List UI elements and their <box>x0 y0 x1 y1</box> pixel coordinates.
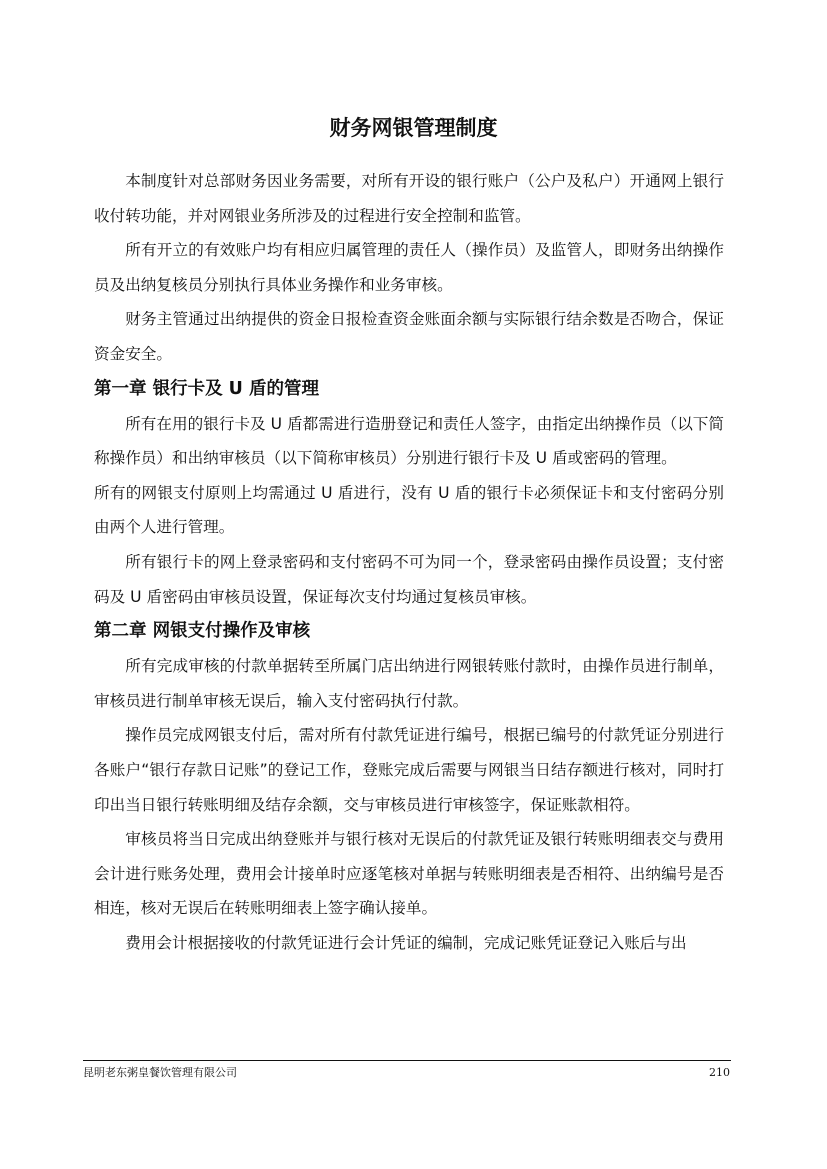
chapter-1-heading: 第一章 银行卡及 U 盾的管理 <box>94 378 319 399</box>
intro-paragraph-2: 所有开立的有效账户均有相应归属管理的责任人（操作员）及监管人，即财务出纳操作员及出纳复核员分别执行具体业务操作和业务审核。 <box>94 241 724 294</box>
intro-paragraph-1: 本制度针对总部财务因业务需要，对所有开设的银行账户（公户及私户）开通网上银行收付转功能，并对网银业务所涉及的过程进行安全控制和监管。 <box>94 172 724 225</box>
chapter-2-paragraph-2: 操作员完成网银支付后，需对所有付款凭证进行编号，根据已编号的付款凭证分别进行各账户“银行存款日记账”的登记工作，登账完成后需要与网银当日结存额进行核对，同时打印出当日银行转账明细及结存余额，交与审核员进行审核签字，保证账款相符。 <box>94 726 724 814</box>
footer-company-name: 昆明老东粥皇餐饮管理有限公司 <box>83 1066 237 1079</box>
chapter-2-paragraph-3: 审核员将当日完成出纳登账并与银行核对无误后的付款凭证及银行转账明细表交与费用会计进行账务处理，费用会计接单时应逐笔核对单据与转账明细表是否相符、出纳编号是否相连，核对无误后在转账明细表上签字确认接单。 <box>94 830 724 918</box>
chapter-1-paragraph-1: 所有在用的银行卡及 U 盾都需进行造册登记和责任人签字，由指定出纳操作员（以下简称操作员）和出纳审核员（以下简称审核员）分别进行银行卡及 U 盾或密码的管理。 <box>94 414 724 468</box>
chapter-2-paragraph-4: 费用会计根据接收的付款凭证进行会计凭证的编制，完成记账凭证登记入账后与出 <box>125 933 687 952</box>
document-title: 财务网银管理制度 <box>329 116 498 140</box>
chapter-2-paragraph-1: 所有完成审核的付款单据转至所属门店出纳进行网银转账付款时，由操作员进行制单，审核员进行制单审核无误后，输入支付密码执行付款。 <box>94 657 724 710</box>
intro-paragraph-3: 财务主管通过出纳提供的资金日报检查资金账面余额与实际银行结余数是否吻合，保证资金安全。 <box>94 310 724 363</box>
footer-divider <box>83 1060 731 1061</box>
chapter-1-paragraph-2: 所有的网银支付原则上均需通过 U 盾进行，没有 U 盾的银行卡必须保证卡和支付密码分别由两个人进行管理。 <box>94 483 724 537</box>
chapter-2-heading: 第二章 网银支付操作及审核 <box>94 621 311 642</box>
document-body <box>94 164 724 960</box>
footer-page-number: 210 <box>709 1066 730 1079</box>
chapter-1-paragraph-3: 所有银行卡的网上登录密码和支付密码不可为同一个，登录密码由操作员设置；支付密码及 U 盾密码由审核员设置，保证每次支付均通过复核员审核。 <box>94 552 724 606</box>
